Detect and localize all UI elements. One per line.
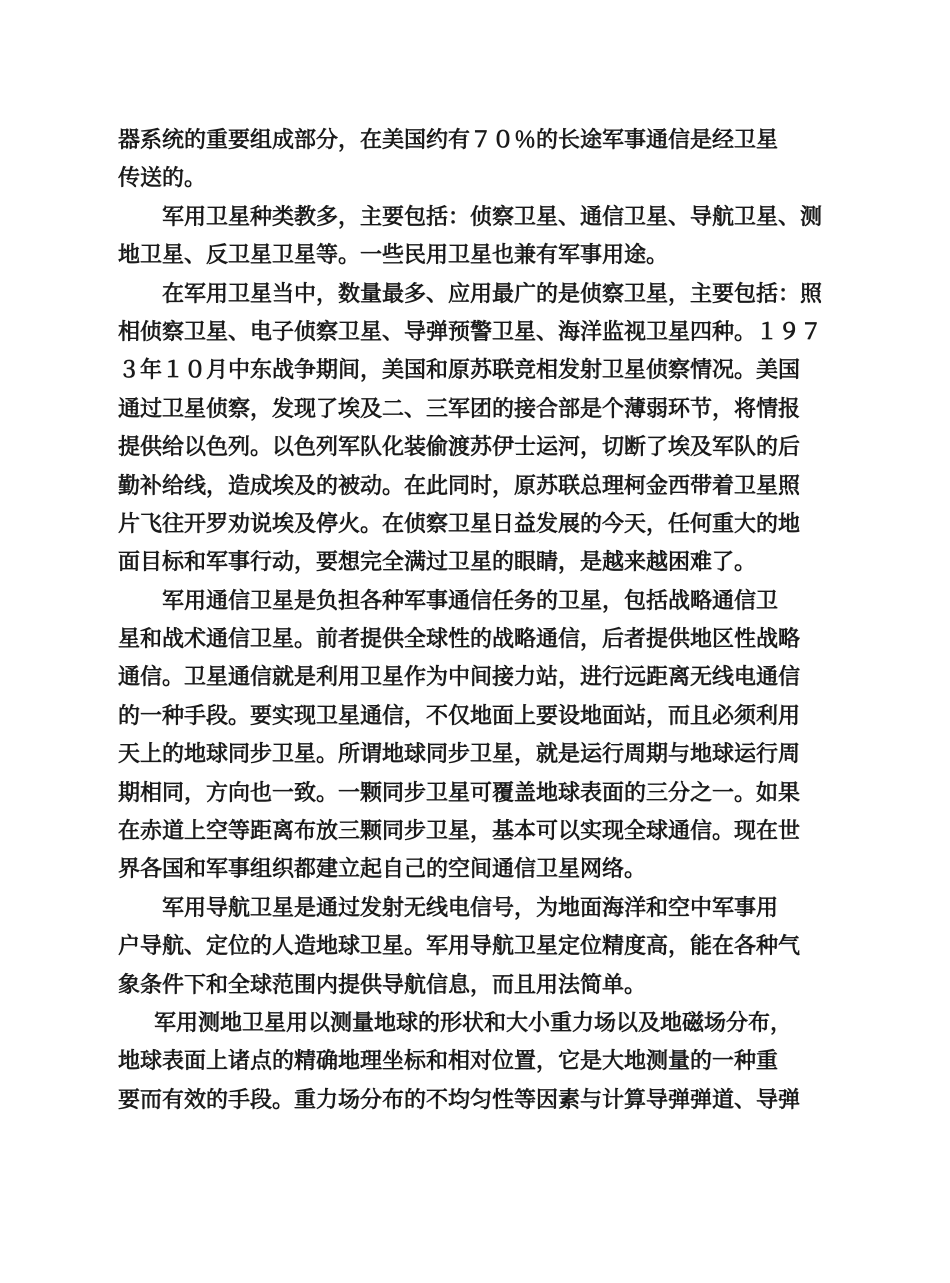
document-page [118,121,836,1119]
text-line: 界各国和军事组织都建立起自己的空间通信卫星网络。 [118,856,647,883]
paragraph-start-line: 军用导航卫星是通过发射无线电信号，为地面海洋和空中军事用 [162,894,779,921]
text-line: 地卫星、反卫星卫星等。一些民用卫星也兼有军事用途。 [118,242,669,269]
text-line: ３年１０月中东战争期间，美国和原苏联竞相发射卫星侦察情况。美国 [118,357,801,384]
text-line: 相侦察卫星、电子侦察卫星、导弹预警卫星、海洋监视卫星四种。１９７ [118,318,823,345]
paragraph-start-line: 军用通信卫星是负担各种军事通信任务的卫星，包括战略通信卫 [162,587,779,614]
paragraph-start-line: 军用测地卫星用以测量地球的形状和大小重力场以及地磁场分布， [154,1009,793,1036]
text-line: 提供给以色列。以色列军队化装偷渡苏伊士运河，切断了埃及军队的后 [118,434,801,461]
text-line: 通过卫星侦察，发现了埃及二、三军团的接合部是个薄弱环节，将情报 [118,395,801,422]
paragraph-start-line: 军用卫星种类教多，主要包括：侦察卫星、通信卫星、导航卫星、测 [162,203,823,230]
text-line: 期相同，方向也一致。一颗同步卫星可覆盖地球表面的三分之一。如果 [118,779,801,806]
text-line: 户导航、定位的人造地球卫星。军用导航卫星定位精度高，能在各种气 [118,933,801,960]
text-line: 面目标和军事行动，要想完全满过卫星的眼睛，是越来越困难了。 [118,549,757,576]
text-line: 勤补给线，造成埃及的被动。在此同时，原苏联总理柯金西带着卫星照 [118,472,801,499]
text-line: 要而有效的手段。重力场分布的不均匀性等因素与计算导弹弹道、导弹 [118,1086,801,1113]
text-line: 在赤道上空等距离布放三颗同步卫星，基本可以实现全球通信。现在世 [118,818,801,845]
text-line: 象条件下和全球范围内提供导航信息，而且用法简单。 [118,971,647,998]
text-line: 片飞往开罗劝说埃及停火。在侦察卫星日益发展的今天，任何重大的地 [118,510,801,537]
text-line: 通信。卫星通信就是利用卫星作为中间接力站，进行远距离无线电通信 [118,664,801,691]
text-line: 星和战术通信卫星。前者提供全球性的战略通信，后者提供地区性战略 [118,626,801,653]
text-line: 地球表面上诸点的精确地理坐标和相对位置，它是大地测量的一种重 [118,1048,779,1075]
text-line: 的一种手段。要实现卫星通信，不仅地面上要设地面站，而且必须利用 [118,702,801,729]
paragraph-start-line: 在军用卫星当中，数量最多、应用最广的是侦察卫星，主要包括：照 [162,280,823,307]
text-line: 传送的。 [118,165,207,192]
text-line: 器系统的重要组成部分，在美国约有７０％的长途军事通信是经卫星 [118,127,779,153]
text-line: 天上的地球同步卫星。所谓地球同步卫星，就是运行周期与地球运行周 [118,741,801,768]
